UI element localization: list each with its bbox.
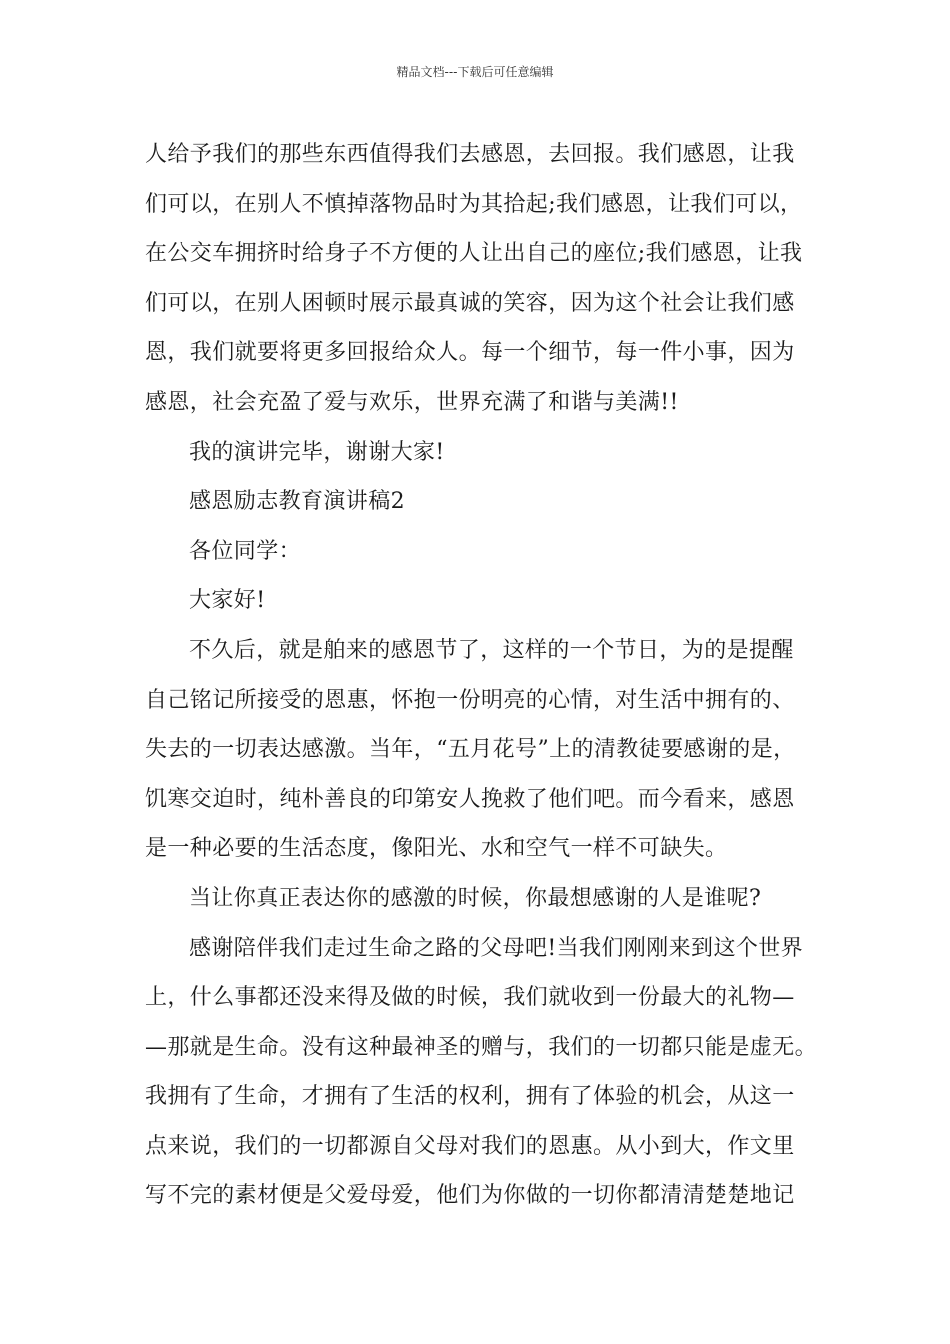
text-line: 在公交车拥挤时给身子不方便的人让出自己的座位;我们感恩，让我 (145, 241, 803, 267)
greeting: 大家好! (189, 588, 266, 614)
text-line: 人给予我们的那些东西值得我们去感恩，去回报。我们感恩，让我 (145, 142, 795, 167)
salutation: 各位同学： (189, 538, 302, 564)
text-line: 自己铭记所接受的恩惠，怀抱一份明亮的心情，对生活中拥有的、 (145, 687, 795, 713)
text-line: 我拥有了生命，才拥有了生活的权利，拥有了体验的机会，从这一 (145, 1084, 795, 1110)
text-line: 写不完的素材便是父爱母爱，他们为你做的一切你都清清楚楚地记 (145, 1183, 795, 1209)
text-line: 是一种必要的生活态度，像阳光、水和空气一样不可缺失。 (145, 836, 728, 862)
text-line: 们可以，在别人困顿时展示最真诚的笑容，因为这个社会让我们感 (145, 290, 795, 316)
text-line: 点来说，我们的一切都源自父母对我们的恩惠。从小到大，作文里 (145, 1133, 795, 1159)
text-line: 失去的一切表达感激。当年，“五月花号”上的清教徒要感谢的是， (145, 737, 796, 763)
section-title: 感恩励志教育演讲稿2 (189, 489, 405, 515)
text-line: 感谢陪伴我们走过生命之路的父母吧!当我们刚刚来到这个世界 (189, 935, 804, 961)
text-line: 我的演讲完毕，谢谢大家! (189, 439, 445, 465)
text-line: 恩，我们就要将更多回报给众人。每一个细节，每一件小事，因为 (145, 340, 795, 366)
text-line: 当让你真正表达你的感激的时候，你最想感谢的人是谁呢? (189, 885, 762, 911)
text-line: 们可以，在别人不慎掉落物品时为其拾起;我们感恩，让我们可以， (145, 191, 803, 217)
text-line: 感恩，社会充盈了爱与欢乐，世界充满了和谐与美满!! (145, 389, 679, 415)
document-body (145, 130, 818, 1221)
text-line: 上，什么事都还没来得及做的时候，我们就收到一份最大的礼物— (145, 985, 795, 1011)
text-line: 不久后，就是舶来的感恩节了，这样的一个节日，为的是提醒 (189, 637, 794, 663)
page-header: 精品文档---下载后可任意编辑 (396, 65, 554, 79)
text-line: 饥寒交迫时，纯朴善良的印第安人挽救了他们吧。而今看来，感恩 (145, 786, 795, 812)
text-line: —那就是生命。没有这种最神圣的赠与，我们的一切都只能是虚无。 (145, 1034, 818, 1060)
